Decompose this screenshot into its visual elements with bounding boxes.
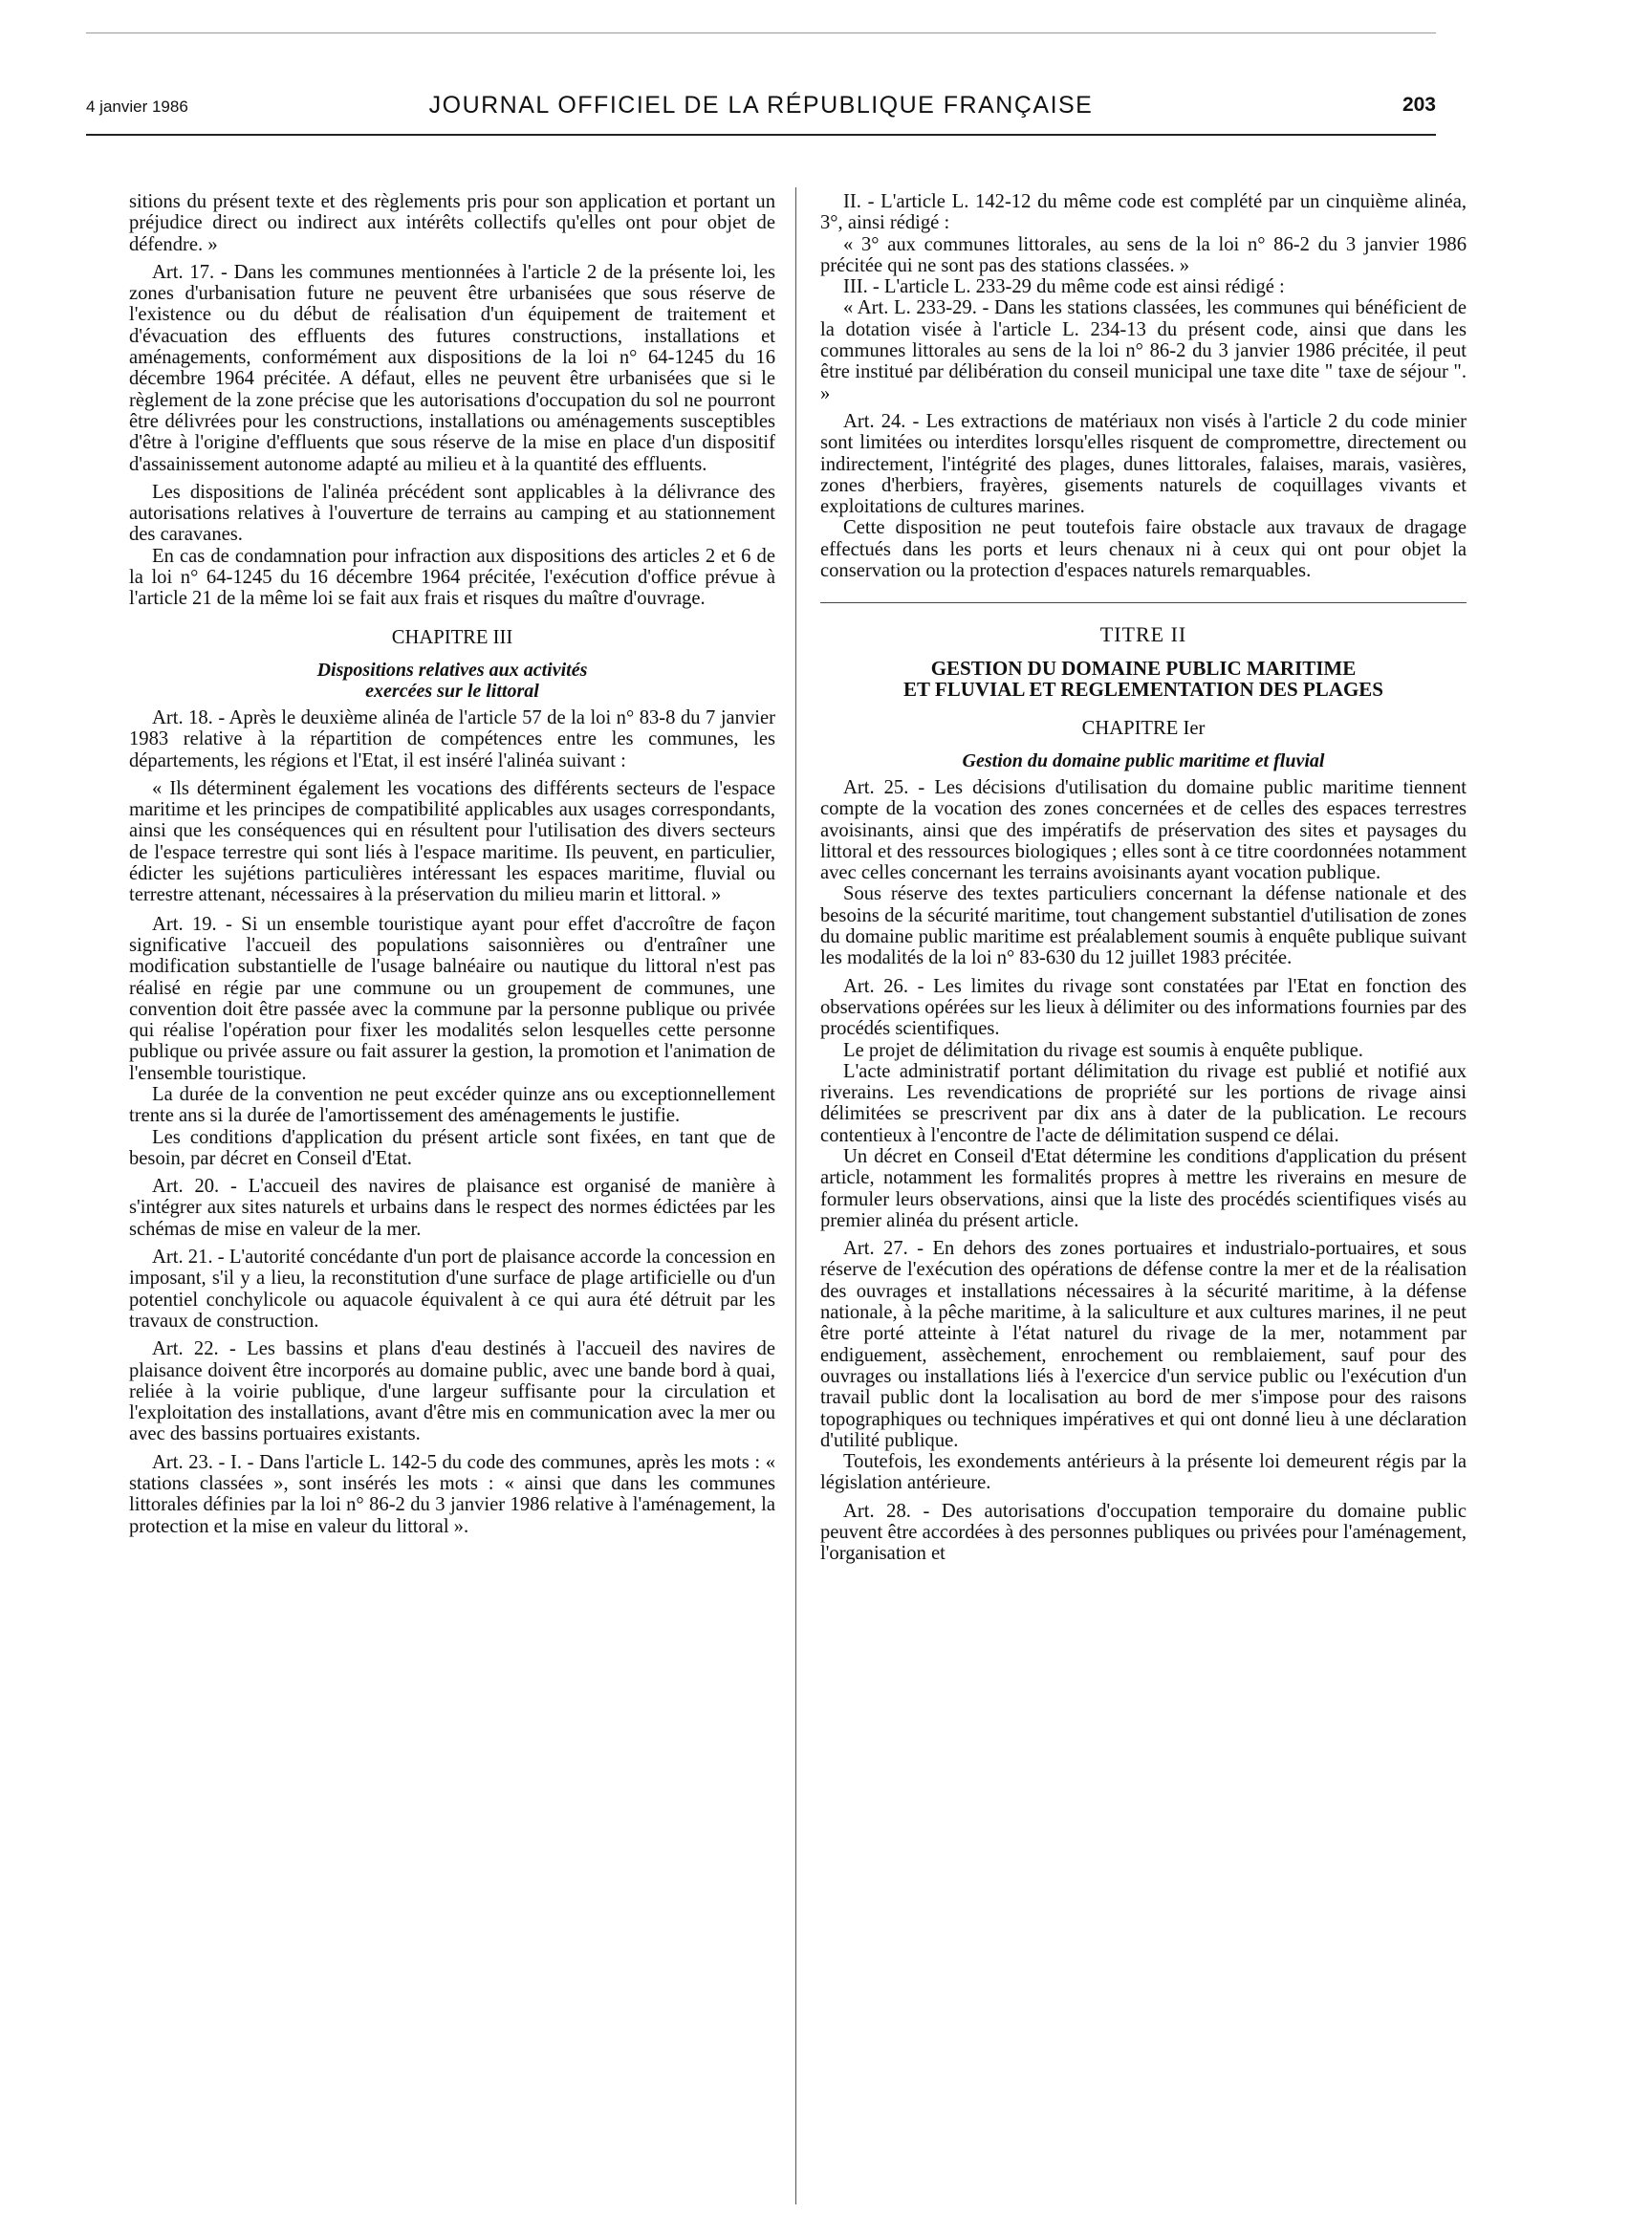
paragraph: Sous réserve des textes particuliers concernant la défense nationale et des besoins de la sécurité maritime, tout changement substantiel d'utilisation de zones du domaine public maritime est préalablement soumis à enquête publique suivant les modalités de la loi n° 83-630 du 12 juillet 1983 précitée.: [820, 883, 1467, 969]
right-column: [820, 191, 1467, 2199]
article-24: Art. 24. - Les extractions de matériaux non visés à l'article 2 du code minier sont limitées ou interdites lorsqu'elles risquent de compromettre, directement ou indirectement, l'intégrité des plages, dunes littorales, falaises, marais, vasières, zones d'herbiers, frayères, gisements naturels de coquillages vivants et exploitations de cultures marines.: [820, 410, 1467, 518]
title-heading: TITRE II: [1099, 622, 1187, 647]
article-26: Art. 26. - Les limites du rivage sont constatées par l'Etat en fonction des observations opérées sur les lieux à délimiter ou des informations fournies par des procédés scientifiques.: [820, 975, 1467, 1040]
paragraph: La durée de la convention ne peut excéder quinze ans ou exceptionnellement trente ans si la durée de l'amortissement des aménagements le justifie.: [129, 1083, 775, 1127]
article-21: Art. 21. - L'autorité concédante d'un port de plaisance accorde la concession en imposant, s'il y a lieu, la reconstitution d'une surface de plage artificielle ou d'un potentiel conchylicole ou aquacole équivalent à ce qui aura été détruit par les travaux de construction.: [129, 1247, 775, 1332]
article-25: Art. 25. - Les décisions d'utilisation du domaine public maritime tiennent compte de la vocation des zones concernées et de celles des espaces terrestres avoisinants, ainsi que des impératifs de préservation des sites et paysages du littoral et des ressources biologiques ; elles sont à ce titre coordonnées notamment avec celles concernant les terrains avoisinants ayant vocation publique.: [820, 776, 1467, 884]
article-28: Art. 28. - Des autorisations d'occupation temporaire du domaine public peuvent être accordées à des personnes publiques ou privées pour l'aménagement, l'organisation et: [820, 1500, 1467, 1565]
issue-date: 4 janvier 1986: [86, 98, 188, 116]
article-20: Art. 20. - L'accueil des navires de plaisance est organisé de manière à s'intégrer aux sites naturels et urbains dans le respect des normes édictées par les schémas de mise en valeur de la mer.: [129, 1176, 775, 1240]
left-column: [129, 191, 775, 2199]
article-27: Art. 27. - En dehors des zones portuaires et industrialo-portuaires, et sous réserve de l'exécution des opérations de défense contre la mer et de la réalisation des ouvrages et installations nécessaires à la sécurité maritime, à la défense nationale, à la pêche maritime, à la saliculture et aux cultures marines, il ne peut être porté atteinte à l'état naturel du rivage de la mer, notamment par endiguement, assèchement, enrochement ou remblaiement, sauf pour des ouvrages ou installations liés à l'exercice d'un service public ou l'exécution d'un travail public dont la localisation au bord de mer s'impose pour des raisons topographiques ou techniques impératives et qui ont donné lieu à une déclaration d'utilité publique.: [820, 1238, 1467, 1451]
chapter-title: [129, 660, 775, 702]
chapter-title-line: Dispositions relatives aux activités: [316, 659, 588, 681]
chapter-title: Gestion du domaine public maritime et fluvial: [962, 749, 1325, 771]
paragraph: Un décret en Conseil d'Etat détermine les conditions d'application du présent article, notamment les formalités propres à mettre les riverains en mesure de formuler leurs observations, ainsi que la liste des procédés scientifiques visés au premier alinéa du présent article.: [820, 1145, 1467, 1231]
chapter-title-line: exercées sur le littoral: [365, 680, 539, 702]
paragraph: Cette disposition ne peut toutefois faire obstacle aux travaux de dragage effectués dans les ports et leurs chenaux ni à ceux qui ont pour objet la conservation ou la protection d'espaces naturels remarquables.: [820, 517, 1467, 582]
title-subheading: [820, 658, 1467, 701]
quoted-paragraph: « 3° aux communes littorales, au sens de la loi n° 86-2 du 3 janvier 1986 précitée qui ne sont pas des stations classées. »: [820, 233, 1467, 276]
paragraph: Toutefois, les exondements antérieurs à la présente loi demeurent régis par la législation antérieure.: [820, 1451, 1467, 1494]
paragraph: Les dispositions de l'alinéa précédent sont applicables à la délivrance des autorisations relatives à l'ouverture de terrains au camping et au stationnement des caravanes.: [129, 481, 775, 546]
page-number: 203: [1402, 94, 1436, 116]
paragraph: L'acte administratif portant délimitation du rivage est publié et notifié aux riverains. Les revendications de propriété sur les portions de rivage ainsi délimitées se prescrivent par dix ans à dater de la publication. Le recours contentieux à l'encontre de l'acte de délimitation suspend ce délai.: [820, 1060, 1467, 1146]
article-18: Art. 18. - Après le deuxième alinéa de l'article 57 de la loi n° 83-8 du 7 janvier 1983 relative à la répartition de compétences entre les communes, les départements, les régions et l'Etat, il est inséré l'alinéa suivant :: [129, 706, 775, 771]
article-22: Art. 22. - Les bassins et plans d'eau destinés à l'accueil des navires de plaisance doivent être incorporés au domaine public, avec une bande bord à quai, reliée à la voirie publique, d'une largeur suffisante pour la circulation et l'exploitation des installations, avant d'être mis en communication avec la mer ou avec des bassins portuaires existants.: [129, 1338, 775, 1445]
page-header: [86, 92, 1436, 130]
journal-title: JOURNAL OFFICIEL DE LA RÉPUBLIQUE FRANÇAISE: [428, 92, 1094, 119]
article-19: Art. 19. - Si un ensemble touristique ayant pour effet d'accroître de façon significative l'accueil des populations saisonnières ou d'entraîner une modification substantielle de l'usage balnéaire ou nautique du littoral n'est pas réalisé en régie par une commune ou un groupement de communes, une convention doit être passée avec la commune par la personne publique ou privée qui réalise l'opération pour fixer les modalités selon lesquelles cette personne publique ou privée assure ou fait assurer la gestion, la promotion et l'animation de l'ensemble touristique.: [129, 913, 775, 1084]
paragraph: En cas de condamnation pour infraction aux dispositions des articles 2 et 6 de la loi n° 64-1245 du 16 décembre 1964 précitée, l'exécution d'office prévue à l'article 21 de la même loi se fait aux frais et risques du maître d'ouvrage.: [129, 545, 775, 610]
quoted-paragraph: « Ils déterminent également les vocations des différents secteurs de l'espace maritime et les principes de compatibilité applicables aux usages correspondants, ainsi que les conséquences qui en résultent pour l'utilisation des divers secteurs de l'espace terrestre qui sont liés à l'espace maritime. Ils peuvent, en particulier, édicter les sujétions particulières intéressant les espaces maritime, fluvial ou terrestre attenant, nécessaires à la préservation du milieu marin et littoral. »: [129, 777, 775, 906]
title-subheading-line: ET FLUVIAL ET REGLEMENTATION DES PLAGES: [903, 678, 1383, 702]
quoted-paragraph: « Art. L. 233-29. - Dans les stations classées, les communes qui bénéficient de la dotation visée à l'article L. 234-13 du présent code, ainsi que dans les communes littorales au sens de la loi n° 86-2 du 3 janvier 1986 précitée, il peut être institué par délibération du conseil municipal une taxe dite " taxe de séjour ". »: [820, 297, 1467, 404]
paragraph: III. - L'article L. 233-29 du même code est ainsi rédigé :: [843, 276, 1285, 298]
chapter-heading: CHAPITRE III: [391, 626, 513, 648]
paragraph: II. - L'article L. 142-12 du même code est complété par un cinquième alinéa, 3°, ainsi rédigé :: [820, 191, 1467, 234]
column-divider: [795, 187, 796, 2204]
title-subheading-line: GESTION DU DOMAINE PUBLIC MARITIME: [930, 656, 1357, 680]
paragraph: Les conditions d'application du présent article sont fixées, en tant que de besoin, par décret en Conseil d'Etat.: [129, 1126, 775, 1169]
article-23: Art. 23. - I. - Dans l'article L. 142-5 du code des communes, après les mots : « stations classées », sont insérés les mots : « ainsi que dans les communes littorales définies par la loi n° 86-2 du 3 janvier 1986 relative à l'aménagement, la protection et la mise en valeur du littoral ».: [129, 1451, 775, 1537]
paragraph: sitions du présent texte et des règlements pris pour son application et portant un préjudice direct ou indirect aux intérêts collectifs qu'elles ont pour objet de défendre. »: [129, 191, 775, 255]
header-rule: [86, 134, 1436, 136]
chapter-heading: CHAPITRE Ier: [1081, 717, 1206, 739]
paragraph: Le projet de délimitation du rivage est soumis à enquête publique.: [843, 1039, 1363, 1061]
section-rule: [820, 602, 1467, 603]
article-17: Art. 17. - Dans les communes mentionnées à l'article 2 de la présente loi, les zones d'urbanisation future ne peuvent être urbanisées que sous réserve de l'existence ou du début de réalisation d'un équipement de traitement et d'évacuation des effluents des futures constructions, installations et aménagements, conformément aux dispositions de la loi n° 64-1245 du 16 décembre 1964 précitée. A défaut, elles ne peuvent être urbanisées que si le règlement de la zone précise que les autorisations d'occupation du sol ne pourront être délivrées pour les constructions, installations ou aménagements susceptibles d'être à l'origine d'effluents que sous réserve de la mise en place d'un dispositif d'assainissement autonome adapté au milieu et à la quantité des effluents.: [129, 261, 775, 475]
